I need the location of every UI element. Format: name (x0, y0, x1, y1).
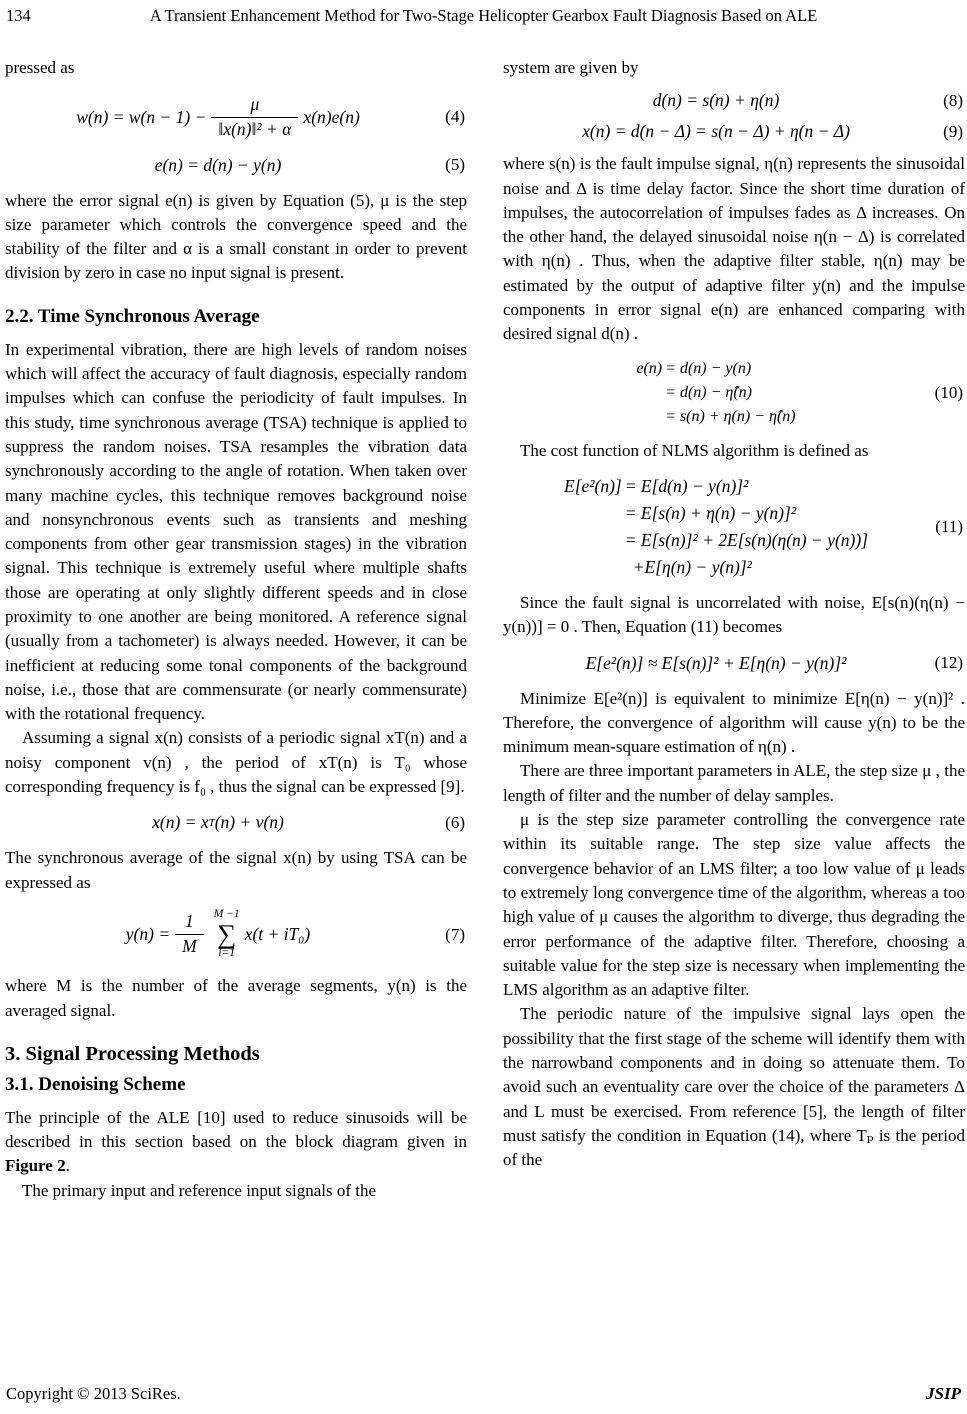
section-heading-3-1: 3.1. Denoising Scheme (5, 1073, 186, 1095)
paragraph-minimize: Minimize E[e²(n)] is equivalent to minimize E[η(n) − y(n)]² . Therefore, the convergence of algorithm will cause y(n) to be the minimum mean-square estimation of η(n) . (503, 688, 965, 757)
copyright-notice: Copyright © 2013 SciRes. (6, 1384, 181, 1403)
equation-10-line1: = d(n) − y(n) (665, 359, 752, 377)
paragraph-ale-post: . (65, 1156, 70, 1176)
paragraph-fault-impulse: where s(n) is the fault impulse signal, η(n) represents the sinusoidal noise and Δ is time delay factor. Since the short time duration of impulses, the autocorrelation of impulses fades as Δ increases. On the other hand, the delayed sinusoidal noise η(n − Δ) is correlated with η(n) . Thus, when the adaptive filter stable, η(n) may be estimated by the output of adaptive filter y(n) and the impulse components in error signal e(n) are enhanced comparing with desired signal d(n) . (503, 154, 965, 344)
equation-10-lines (636, 360, 795, 426)
equation-4-denominator: ‖x(n)‖² + α (211, 117, 298, 142)
equation-10-label: (10) (934, 382, 963, 402)
equation-4-label: (4) (445, 107, 465, 127)
summation-lower-limit: i=1 (218, 947, 236, 960)
equation-11-line4: +E[η(n) − y(n)]² (632, 556, 752, 577)
paragraph-step-size: μ is the step size parameter controlling the convergence rate within its suitable range. The step size value affects the convergence behavior of an LMS filter; a too low value of μ leads to extremely long convergence time of the algorithm, whereas a too high value of μ causes the algorithm to diverge, thus degrading the error performance of the adaptive filter. Therefore, choosing a suitable value for the step size is necessary when implementing the LMS algorithm as an adaptive filter. (503, 810, 965, 1000)
equation-11-label: (11) (935, 516, 963, 536)
equation-6 (5, 812, 467, 833)
equation-7-rhs: x(t + iT₀) (244, 924, 311, 945)
equation-8 (503, 90, 965, 111)
equation-12-body: E[e²(n)] ≈ E[s(n)]² + E[η(n) − y(n)]² (585, 652, 847, 673)
equation-11-line3: = E[s(n)]² + 2E[s(n)(η(n) − y(n))] (624, 529, 868, 550)
equation-12 (503, 653, 965, 674)
equation-4-lhs: w(n) = w(n − 1) − (76, 106, 207, 127)
equation-11-lines (564, 476, 868, 578)
paragraph-primary-input: The primary input and reference input signals of the (22, 1180, 377, 1200)
equation-10-line3: = s(n) + η(n) − η̂(n) (665, 407, 796, 425)
paragraph-pressed-as: pressed as (5, 58, 75, 77)
equation-4-numerator: μ (250, 94, 260, 115)
paragraph-periodic-nature: The periodic nature of the impulsive signal lays open the possibility that the first stage of the scheme will identify them with the narrowband components and in doing so attenuate them. To avoid such an eventuality care over the choice of the parameters Δ and L must be exercised. From reference [5], the length of filter must satisfy the condition in Equation (14), where Tₚ is the period of the (503, 1004, 965, 1170)
equation-11-line2: = E[s(n) + η(n) − y(n)]² (624, 502, 797, 523)
paragraph-tsa: In experimental vibration, there are high levels of random noises which will affect the accuracy of fault diagnosis, especially random impulses which can confuse the periodicity of fault impulses. In this study, time synchronous average (TSA) technique is applied to suppress the random noises. TSA resamples the vibration data synchronously according to the angle of rotation. When taken over many machine cycles, this technique removes background noise and nonsynchronous events such as transients and meshing components from other gear transmission stages) in the vibration signal. This technique is extremely useful where multiple shafts those are operating at only slightly different speeds and in close proximity to one another are being monitored. A reference signal (usually from a tachometer) is always needed. However, it can be inefficient at reducing some tonal components of the background noise, i.e., those that are commensurate (or nearly commensurate) with the rotational frequency. (5, 339, 467, 724)
equation-7 (5, 908, 467, 961)
figure-2-reference: Figure 2 (5, 1156, 66, 1176)
equation-5-body: e(n) = d(n) − y(n) (154, 154, 282, 175)
equation-6-subscript: T (208, 816, 215, 829)
paragraph-synchronous-average: The synchronous average of the signal x(n) by using TSA can be expressed as (5, 848, 467, 892)
paragraph-system-given-by: system are given by (503, 58, 639, 77)
paragraph-error-signal: where the error signal e(n) is given by Equation (5), μ is the step size parameter which controls the convergence speed and the stability of the filter and α is a small constant in order to prevent division by zero in case no input signal is present. (5, 190, 467, 283)
paragraph-assuming-signal: Assuming a signal x(n) consists of a periodic signal xT(n) and a noisy component v(n) , the period of xT(n) is T₀ whose corresponding frequency is f₀ , thus the signal can be expressed [9]. (5, 728, 467, 797)
right-column (503, 56, 965, 1173)
equation-9 (503, 121, 965, 142)
equation-4-rhs: x(n)e(n) (303, 106, 360, 127)
paragraph-average-segments: where M is the number of the average segments, y(n) is the averaged signal. (5, 976, 467, 1020)
summation-upper-limit: M −1 (213, 907, 240, 920)
paragraph-cost-function: The cost function of NLMS algorithm is defined as (520, 440, 869, 460)
equation-7-numerator: 1 (185, 911, 194, 932)
equation-10-line2: = d(n) − η̂(n) (665, 383, 752, 401)
journal-abbreviation: JSIP (926, 1384, 961, 1403)
summation-symbol (214, 908, 240, 961)
equation-5 (5, 155, 467, 176)
page-number: 134 (6, 6, 31, 25)
equation-6-label: (6) (445, 812, 465, 832)
equation-9-label: (9) (943, 121, 963, 141)
equation-7-fraction (175, 910, 204, 958)
equation-6-part1: x(n) = x (152, 812, 209, 833)
equation-4-fraction (211, 93, 298, 141)
equation-10 (503, 360, 965, 426)
equation-12-label: (12) (934, 653, 963, 673)
equation-8-label: (8) (943, 90, 963, 110)
paragraph-ale-principle (5, 1106, 467, 1179)
equation-4 (5, 93, 467, 141)
equation-10-lead: e(n) (636, 359, 663, 377)
equation-11-lead: E[e²(n)] (564, 475, 622, 496)
equation-11-line1: = E[d(n) − y(n)]² (624, 475, 749, 496)
equation-5-label: (5) (445, 155, 465, 175)
section-heading-3: 3. Signal Processing Methods (5, 1042, 260, 1065)
equation-11 (503, 476, 965, 578)
sigma-icon: ∑ (217, 918, 237, 949)
left-column (5, 56, 467, 1203)
equation-6-part2: (n) + v(n) (214, 812, 284, 833)
paragraph-ale-pre: The principle of the ALE [10] used to reduce sinusoids will be described in this section based on the block diagram given in (5, 1107, 467, 1152)
running-title: A Transient Enhancement Method for Two-Stage Helicopter Gearbox Fault Diagnosis Based on ALE (149, 6, 818, 25)
equation-7-lhs: y(n) = (125, 924, 171, 945)
paragraph-uncorrelated: Since the fault signal is uncorrelated with noise, E[s(n)(η(n) − y(n))] = 0 . Then, Equation (11) becomes (503, 592, 965, 637)
section-heading-2-2: 2.2. Time Synchronous Average (5, 305, 260, 327)
equation-8-body: d(n) = s(n) + η(n) (652, 90, 780, 111)
equation-7-label: (7) (445, 924, 465, 944)
equation-7-denominator: M (175, 934, 204, 959)
equation-9-body: x(n) = d(n − Δ) = s(n − Δ) + η(n − Δ) (582, 121, 850, 142)
paragraph-three-parameters: There are three important parameters in ALE, the step size μ , the length of filter and the number of delay samples. (503, 761, 965, 805)
